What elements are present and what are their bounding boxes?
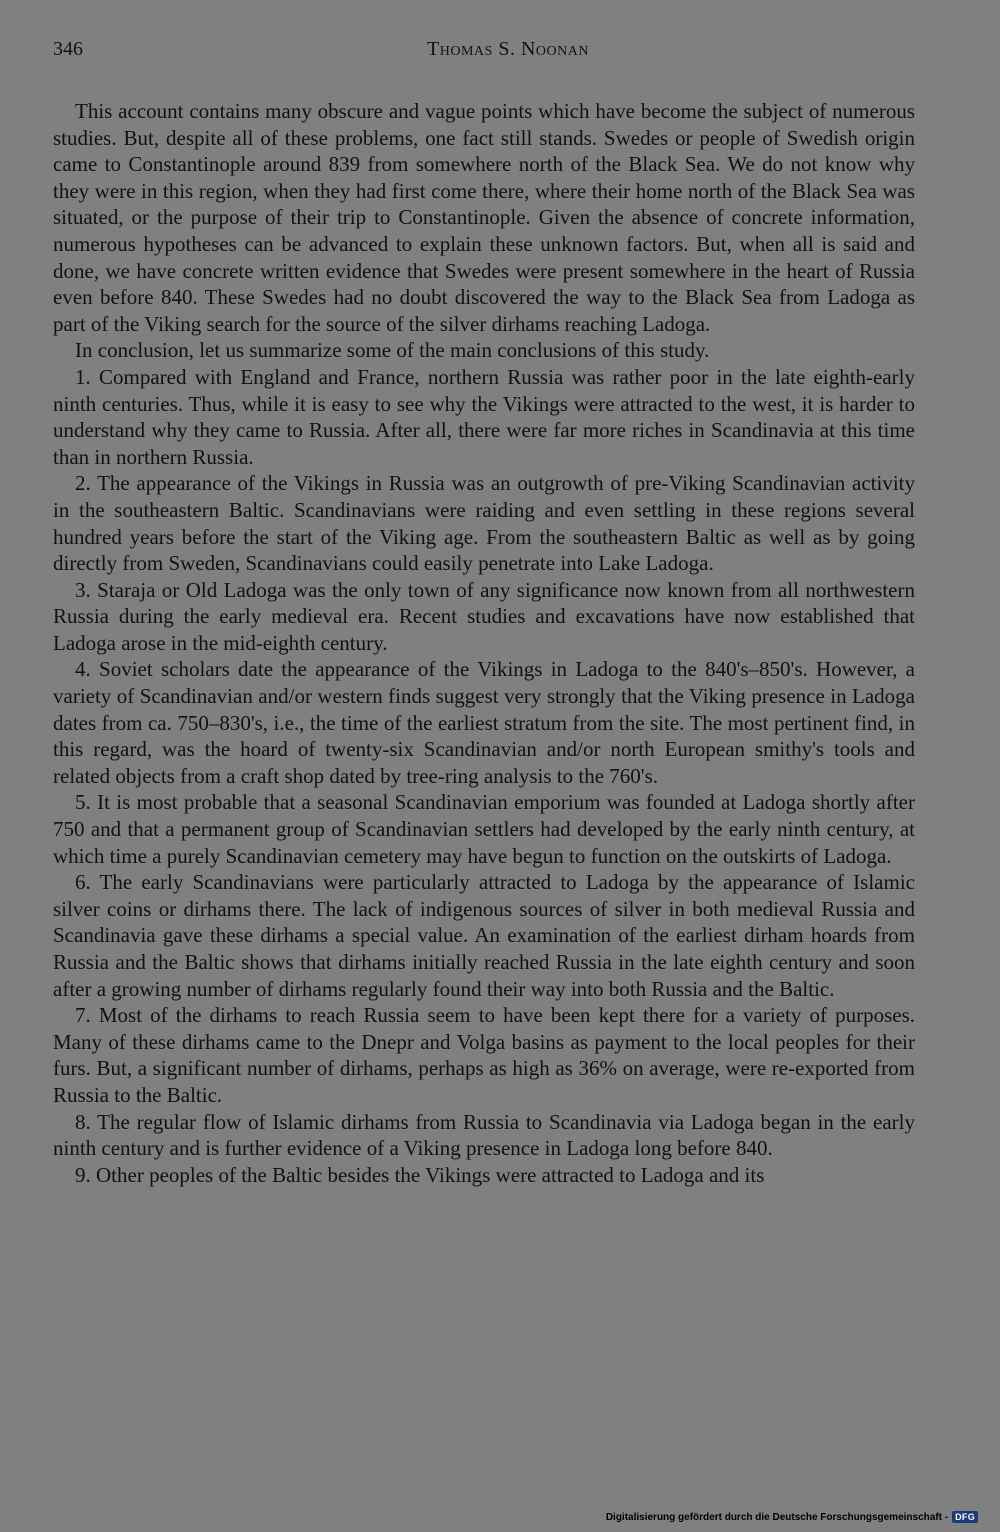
running-head: Thomas S. Noonan xyxy=(427,38,589,60)
paragraph: 1. Compared with England and France, northern Russia was rather poor in the late eighth-early ninth centuries. Thus, while it is easy to see why the Vikings were attracted to the west, it is harder to understand why they came to Russia. After all, there were far more riches in Scandinavia at this time than in northern Russia. xyxy=(53,364,915,469)
paragraph: 5. It is most probable that a seasonal Scandinavian emporium was founded at Ladoga shortly after 750 and that a permanent group of Scandinavian settlers had developed by the early ninth century, at which time a purely Scandinavian cemetery may have begun to function on the outskirts of Ladoga. xyxy=(53,790,915,868)
paragraph: 9. Other peoples of the Baltic besides the Vikings were attracted to Ladoga and its xyxy=(75,1162,765,1187)
paragraph: 8. The regular flow of Islamic dirhams from Russia to Scandinavia via Ladoga began in the early ninth century and is further evidence of a Viking presence in Ladoga long before 840. xyxy=(53,1109,915,1161)
paragraph: 6. The early Scandinavians were particularly attracted to Ladoga by the appearance of Islamic silver coins or dirhams there. The lack of indigenous sources of silver in both medieval Russia and Scandinavia gave these dirhams a special value. An examination of the earliest dirham hoards from Russia and the Baltic shows that dirhams initially reached Russia in the late eighth century and soon after a growing number of dirhams regularly found their way into both Russia and the Baltic. xyxy=(53,870,915,1001)
paragraph: 3. Staraja or Old Ladoga was the only town of any significance now known from all northwestern Russia during the early medieval era. Recent studies and excavations have now established that Ladoga arose in the mid-eighth century. xyxy=(53,577,915,655)
page-header xyxy=(53,38,915,68)
dfg-logo: DFG xyxy=(952,1511,978,1523)
paragraph: This account contains many obscure and vague points which have become the subject of numerous studies. But, despite all of these problems, one fact still stands. Swedes or people of Swedish origin came to Constantinople around 839 from somewhere north of the Black Sea. We do not know why they were in this region, when they had first come there, where their home north of the Black Sea was situated, or the purpose of their trip to Constantinople. Given the absence of concrete information, numerous hypotheses can be advanced to explain these unknown factors. But, when all is said and done, we have concrete written evidence that Swedes were present somewhere in the heart of Russia even before 840. These Swedes had no doubt discovered the way to the Black Sea from Ladoga as part of the Viking search for the source of the silver dirhams reaching Ladoga. xyxy=(53,99,915,336)
paragraph: In conclusion, let us summarize some of the main conclusions of this study. xyxy=(75,338,710,363)
paragraph: 2. The appearance of the Vikings in Russia was an outgrowth of pre-Viking Scandinavian activity in the southeastern Baltic. Scandinavians were raiding and even settling in these regions several hundred years before the start of the Viking age. From the southeastern Baltic as well as by going directly from Sweden, Scandinavians could easily penetrate into Lake Ladoga. xyxy=(53,471,915,576)
digitization-credit xyxy=(606,1508,978,1526)
page-number: 346 xyxy=(53,38,83,60)
paragraph: 4. Soviet scholars date the appearance of the Vikings in Ladoga to the 840's–850's. However, a variety of Scandinavian and/or western finds suggest very strongly that the Viking presence in Ladoga dates from ca. 750–830's, i.e., the time of the earliest stratum from the site. The most pertinent find, in this regard, was the hoard of twenty-six Scandinavian and/or north European smithy's tools and related objects from a craft shop dated by tree-ring analysis to the 760's. xyxy=(53,657,915,788)
credit-text: Digitalisierung gefördert durch die Deutsche Forschungsgemeinschaft - xyxy=(605,1511,949,1523)
paragraph: 7. Most of the dirhams to reach Russia seem to have been kept there for a variety of purposes. Many of these dirhams came to the Dnepr and Volga basins as payment to the local peoples for their furs. But, a significant number of dirhams, perhaps as high as 36% on average, were re-exported from Russia to the Baltic. xyxy=(53,1003,915,1107)
body-text xyxy=(53,98,915,1188)
